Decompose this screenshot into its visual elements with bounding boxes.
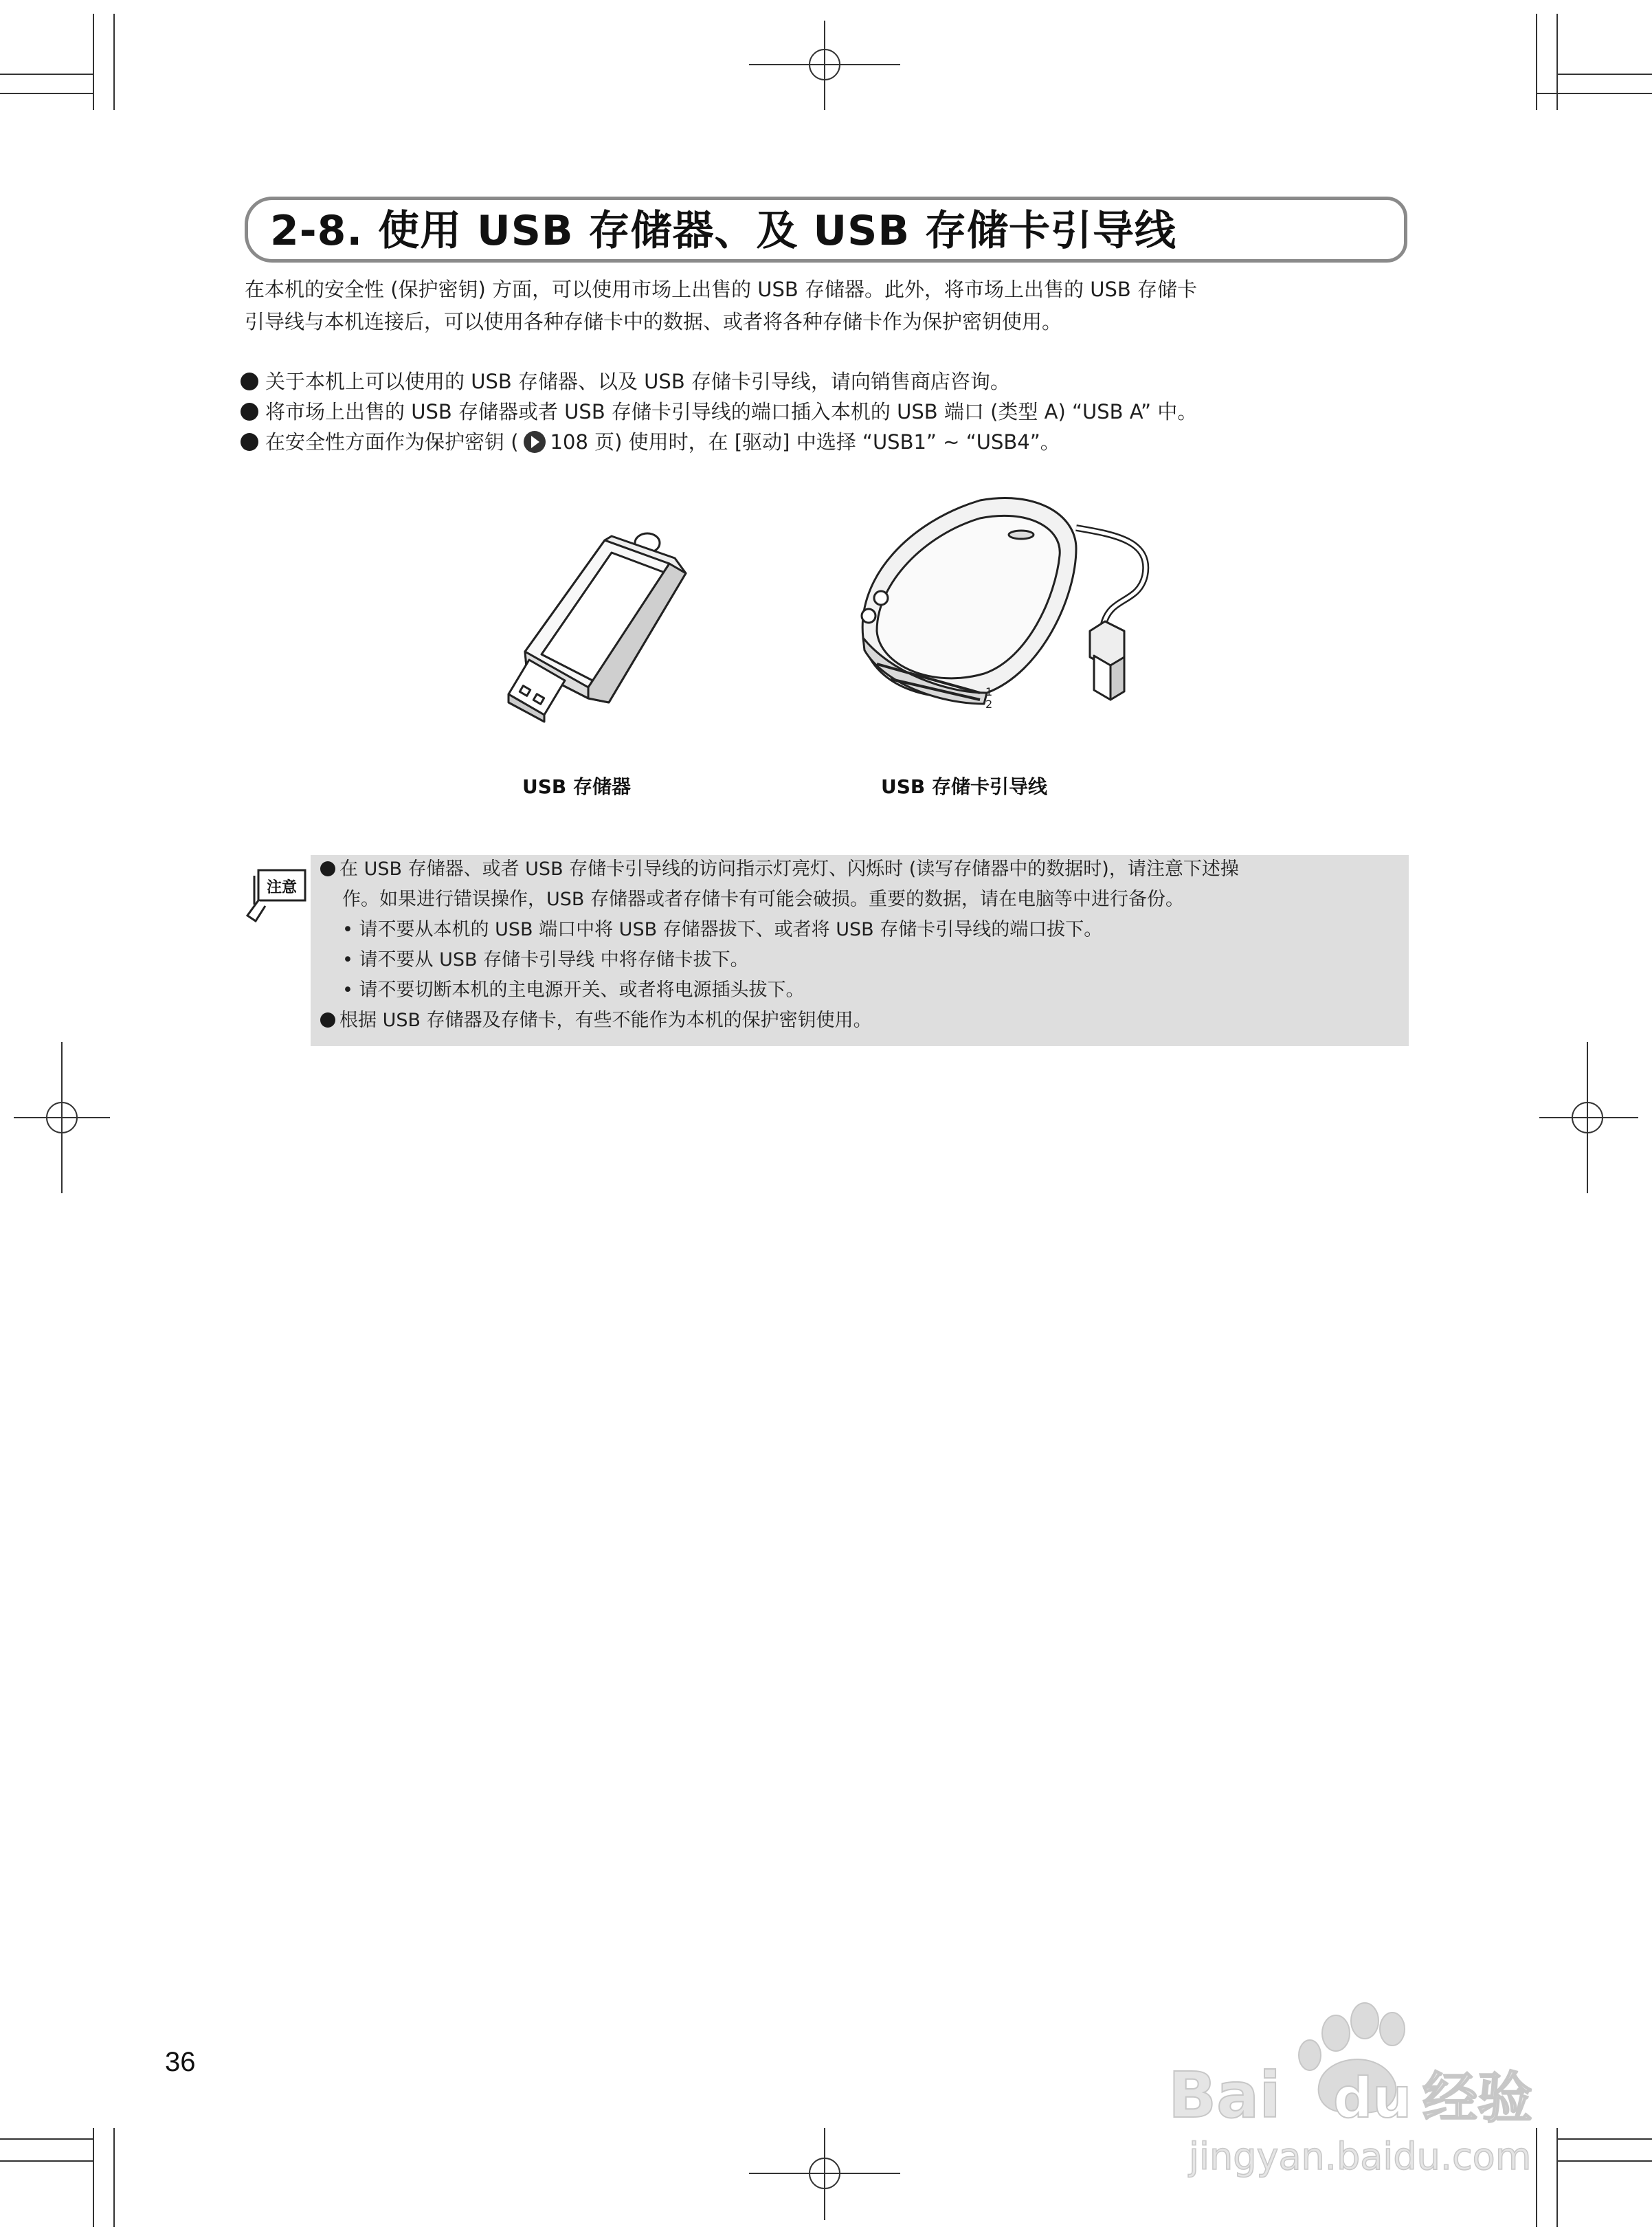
note-line: • 请不要从本机的 USB 端口中将 USB 存储器拔下、或者将 USB 存储卡引导线的端口拔下。 — [342, 919, 1103, 940]
usb-card-reader-illustration — [849, 494, 1152, 727]
section-title-box — [245, 197, 1407, 263]
bullet-item — [241, 397, 1422, 428]
bullet-dot-icon — [241, 373, 258, 390]
intro-paragraph — [245, 274, 1413, 338]
baidu-jingyan-watermark — [1161, 1980, 1574, 2186]
note-line: • 请不要切断本机的主电源开关、或者将电源插头拔下。 — [342, 979, 805, 1001]
bullet-dot-icon — [241, 433, 258, 451]
bullet-text-pre: 在安全性方面作为保护密钥 ( — [265, 430, 519, 454]
svg-text:经验: 经验 — [1422, 2066, 1532, 2130]
section-title: 2-8. 使用 USB 存储器、及 USB 存储卡引导线 — [270, 207, 1176, 255]
bullet-list — [241, 367, 1422, 458]
bullet-dot-icon — [241, 403, 258, 421]
intro-line-1: 在本机的安全性 (保护密钥) 方面，可以使用市场上出售的 USB 存储器。此外，将市场上出售的 USB 存储卡 — [245, 278, 1197, 301]
bullet-item — [241, 367, 1422, 397]
svg-text:jingyan.baidu.com: jingyan.baidu.com — [1189, 2135, 1532, 2178]
bullet-item — [241, 428, 1422, 458]
note-line: • 请不要从 USB 存储卡引导线 中将存储卡拔下。 — [342, 949, 749, 971]
slot-1-label: 1 — [985, 685, 993, 698]
page-reference-arrow-icon — [523, 430, 546, 454]
note-line — [320, 1009, 872, 1032]
note-text: 在 USB 存储器、或者 USB 存储卡引导线的访问指示灯亮灯、闪烁时 (读写存储器中的数据时)，请注意下述操 — [339, 858, 1239, 880]
bullet-text: 将市场上出售的 USB 存储器或者 USB 存储卡引导线的端口插入本机的 USB 端口 (类型 A) “USB A” 中。 — [265, 400, 1198, 423]
bullet-text-post: 108 页) 使用时，在 [驱动] 中选择 “USB1” ~ “USB4”。 — [550, 430, 1060, 454]
caption-card-reader: USB 存储卡引导线 — [881, 775, 1047, 798]
note-box — [311, 855, 1409, 1046]
caution-note-icon — [245, 862, 311, 928]
usb-memory-illustration — [502, 522, 701, 729]
svg-text:Bai: Bai — [1168, 2059, 1281, 2132]
svg-text:du: du — [1333, 2066, 1412, 2130]
note-line — [320, 858, 1239, 881]
slot-2-label: 2 — [985, 698, 993, 711]
page-number: 36 — [165, 2047, 196, 2077]
note-line: 作。如果进行错误操作，USB 存储器或者存储卡有可能会破损。重要的数据，请在电脑等中进行备份。 — [342, 889, 1185, 910]
note-text: 根据 USB 存储器及存储卡，有些不能作为本机的保护密钥使用。 — [339, 1010, 872, 1031]
intro-line-2: 引导线与本机连接后，可以使用各种存储卡中的数据、或者将各种存储卡作为保护密钥使用。 — [245, 310, 1062, 333]
caption-usb-memory: USB 存储器 — [522, 775, 631, 798]
bullet-text: 关于本机上可以使用的 USB 存储器、以及 USB 存储卡引导线，请向销售商店咨询。 — [265, 370, 1010, 393]
bullet-dot-icon — [320, 861, 335, 876]
note-label: 注意 — [266, 879, 298, 896]
bullet-dot-icon — [320, 1012, 335, 1028]
